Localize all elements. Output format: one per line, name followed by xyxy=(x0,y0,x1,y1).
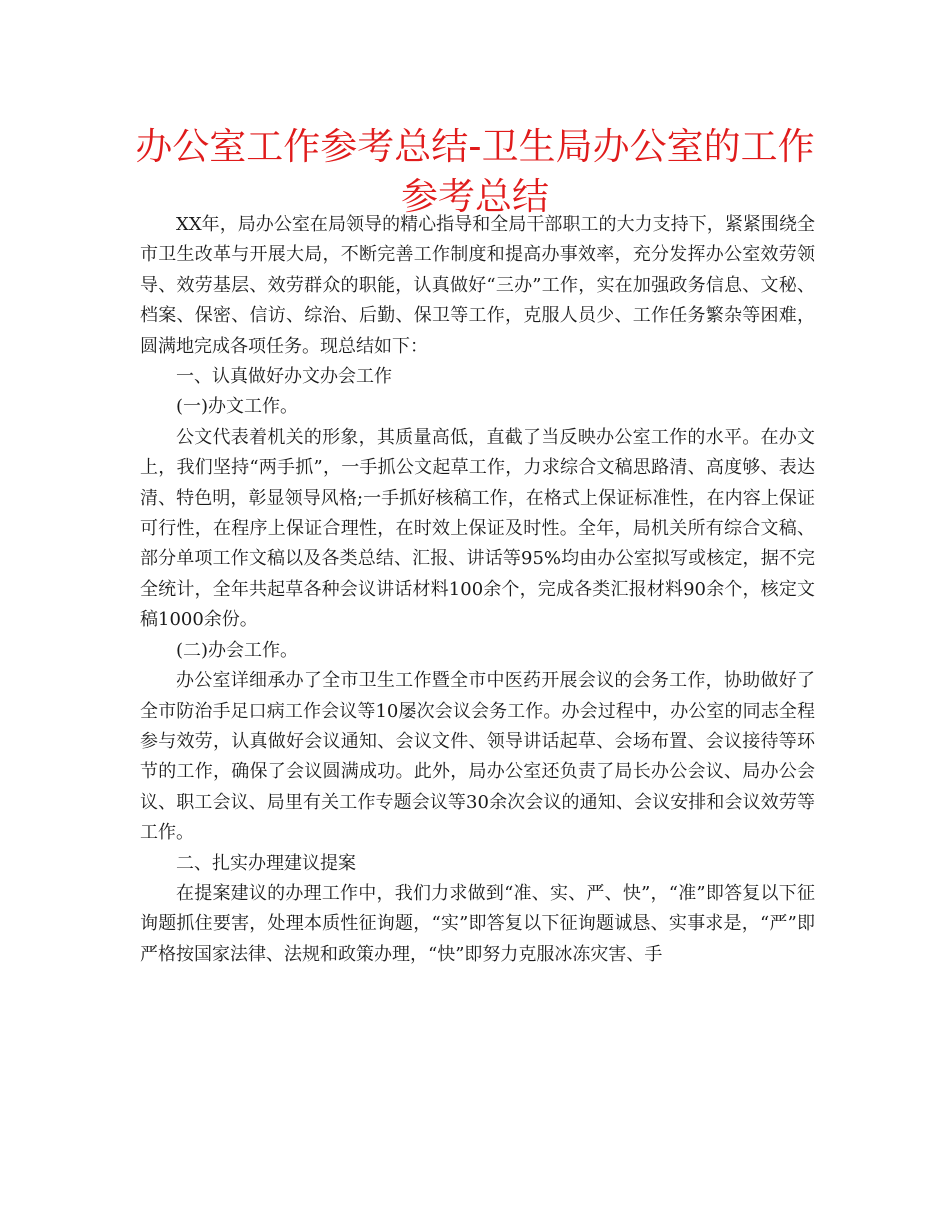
paragraph-meeting-work: 办公室详细承办了全市卫生工作暨全市中医药开展会议的会务工作，协助做好了全市防治手足口病工作会议等10屡次会议会务工作。办会过程中，办公室的同志全程参与效劳，认真做好会议通知、会议文件、领导讲话起草、会场布置、会议接待等环节的工作，确保了会议圆满成功。此外，局办公室还负责了局长办公会议、局办公会议、职工会议、局里有关工作专题会议等30余次会议的通知、会议安排和会议效劳等工作。 xyxy=(140,670,815,844)
paragraph-intro: XX年，局办公室在局领导的精心指导和全局干部职工的大力支持下，紧紧围绕全市卫生改革与开展大局，不断完善工作制度和提高办事效率，充分发挥办公室效劳领导、效劳基层、效劳群众的职能，认真做好“三办”工作，实在加强政务信息、文秘、档案、保密、信访、综治、后勤、保卫等工作，克服人员少、工作任务繁杂等困难，圆满地完成各项任务。现总结如下： xyxy=(140,214,815,357)
paragraph-proposals: 在提案建议的办理工作中，我们力求做到“准、实、严、快”，“准”即答复以下征询题抓住要害，处理本质性征询题，“实”即答复以下征询题诚恳、实事求是，“严”即严格按国家法律、法规和政策办理，“快”即努力克服冰冻灾害、手 xyxy=(140,882,815,965)
section-heading-2: 二、扎实办理建议提案 xyxy=(176,852,356,874)
subsection-heading-1-2: (二)办会工作。 xyxy=(176,639,299,661)
subsection-heading-1-1: (一)办文工作。 xyxy=(176,396,299,418)
document-title: 办公室工作参考总结-卫生局办公室的工作参考总结 xyxy=(135,125,815,218)
paragraph-document-work: 公文代表着机关的形象，其质量高低，直截了当反映办公室工作的水平。在办文上，我们坚持“两手抓”，一手抓公文起草工作，力求综合文稿思路清、高度够、表达清、特色明，彰显领导风格;一手抓好核稿工作，在格式上保证标准性，在内容上保证可行性，在程序上保证合理性，在时效上保证及时性。全年，局机关所有综合文稿、部分单项工作文稿以及各类总结、汇报、讲话等95%均由办公室拟写或核定，据不完全统计，全年共起草各种会议讲话材料100余个，完成各类汇报材料90余个，核定文稿1000余份。 xyxy=(140,426,815,631)
document-body xyxy=(140,210,815,970)
section-heading-1: 一、认真做好办文办会工作 xyxy=(176,366,392,388)
